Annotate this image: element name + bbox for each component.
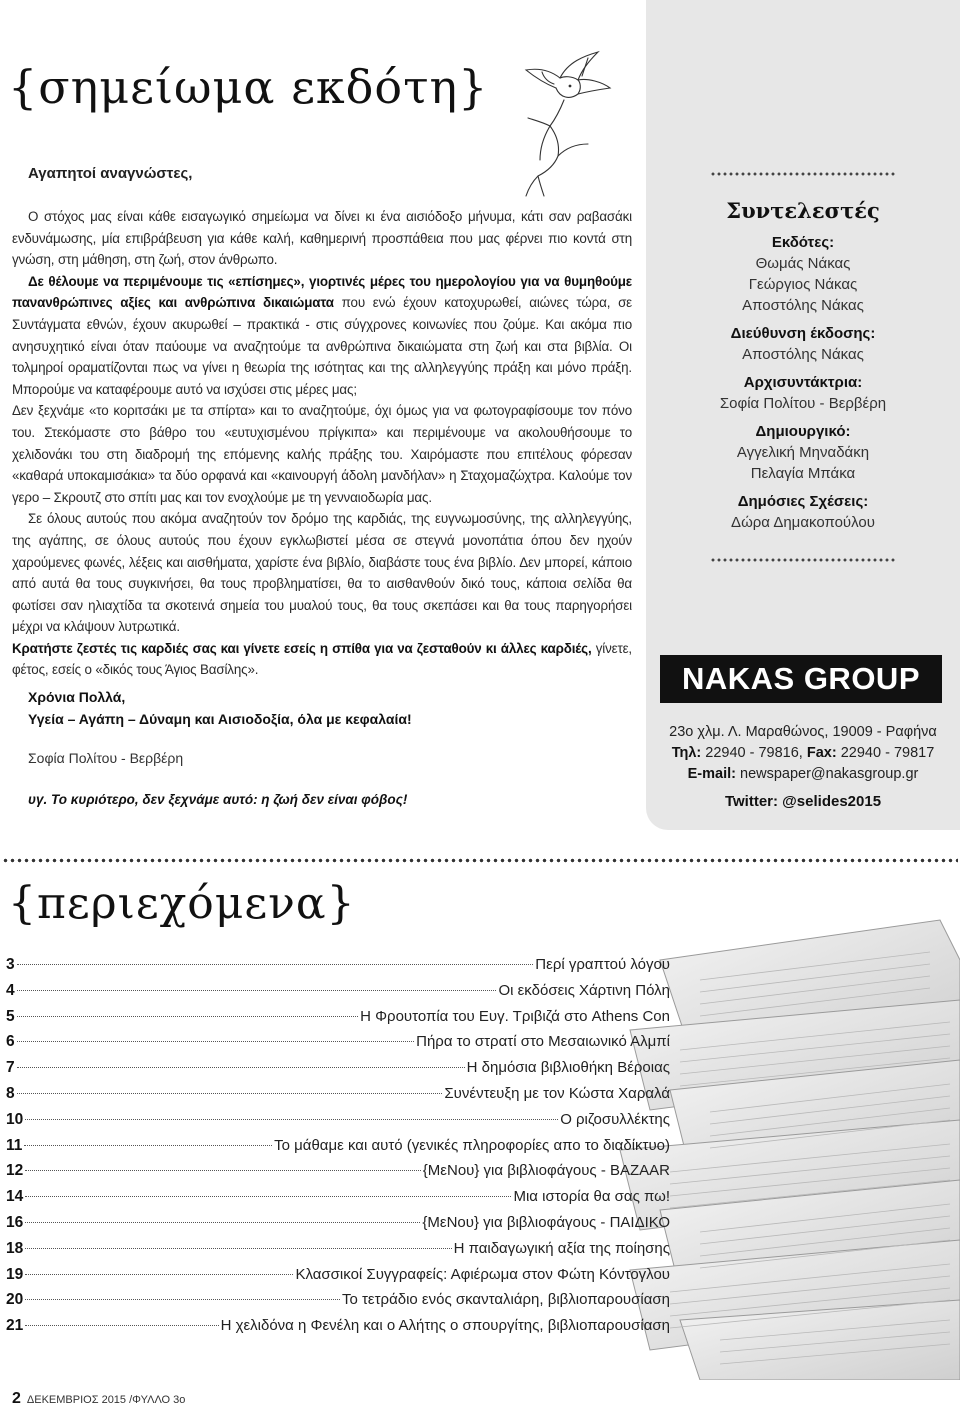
contents-item-label: Περί γραπτού λόγου [535, 956, 670, 973]
contents-page-number: 4 [6, 981, 15, 999]
contents-page-number: 11 [6, 1136, 23, 1154]
section-divider [2, 858, 958, 863]
leader-dots [17, 990, 497, 991]
address: 23ο χλμ. Λ. Μαραθώνος, 19009 - Ραφήνα [669, 724, 937, 740]
contents-page-number: 12 [6, 1162, 24, 1180]
contents-item[interactable] [6, 1111, 670, 1137]
leader-dots [25, 1325, 218, 1326]
contents-title: {περιεχόμενα} [8, 878, 356, 929]
credit-role: Δημιουργικό: [755, 423, 851, 440]
contents-item-label: Μια ιστορία θα σας πω! [513, 1188, 670, 1206]
signature: Σοφία Πολίτου - Βερβέρη [28, 750, 184, 766]
contact-info [646, 722, 960, 785]
contents-page-number: 14 [6, 1188, 24, 1206]
contents-item-label: Η Φρουτοπία του Ευγ. Τριβιζά στο Athens Con [360, 1007, 670, 1025]
editorial-title: {σημείωμα εκδότη} [8, 60, 489, 114]
nakas-group-logo: NAKAS GROUP [660, 655, 942, 703]
twitter-handle[interactable]: Twitter: @selides2015 [724, 793, 882, 810]
greeting: Αγαπητοί αναγνώστες, [28, 165, 193, 182]
contents-item-label: Πήρα το στρατί στο Μεσαιωνικό Αλμπί [416, 1033, 670, 1051]
contents-item[interactable] [6, 1317, 670, 1343]
contents-item-label: Κλασσικοί Συγγραφείς: Αφιέρωμα στον Φώτη Κόντογλου [295, 1265, 670, 1283]
editorial-paragraph: Δεν ξεχνάμε «το κοριτσάκι με τα σπίρτα» και το αναζητούμε, όχι όμως για να φωτογραφίσουμε τον πόνο του. Στεκόμαστε στο βάθρο του «ευτυχισμένου πρίγκιπα» και περιμένουμε να ακολουθήσουμε το χελιδονάκι του στη διαδρομή της επόμενης καλής πράξης του. Χαιρόμαστε που επιτέλους φόρεσαν «καθαρά υποκαμισάκια» τα δύο ορφανά και «καινουργή άδολη μανδήλαν» η Σταχομαζώχτρα. Καλούμε τον γερο – Σκρουτζ στο σπίτι μας και τον ενοχλούμε με τη γενναιοδωρία μας. [12, 403, 632, 505]
leader-dots [17, 964, 534, 965]
leader-dots [17, 1067, 465, 1068]
credit-name: Γεώργιος Νάκας [748, 276, 858, 293]
contents-item-label: Η δημόσια βιβλιοθήκη Βέροιας [466, 1059, 670, 1077]
leader-dots [17, 1041, 414, 1042]
editorial-body [12, 206, 632, 681]
divider [710, 172, 896, 176]
leader-dots [17, 1016, 358, 1017]
contents-page-number: 7 [6, 1059, 15, 1077]
phone-fax: Τηλ: 22940 - 79816, Fax: 22940 - 79817 [671, 745, 935, 761]
contents-item[interactable] [6, 1240, 670, 1266]
credit-role: Εκδότες: [771, 234, 835, 251]
contents-page-number: 6 [6, 1033, 15, 1051]
contents-page-number: 10 [6, 1110, 24, 1128]
issue-info: ΔΕΚΕΜΒΡΙΟΣ 2015 /ΦΥΛΛΟ 3ο [26, 1394, 186, 1406]
contents-page-number: 19 [6, 1265, 24, 1283]
contents-item[interactable] [6, 1214, 670, 1240]
contents-item-label: Η χελιδόνα η Φενέλη και ο Αλήτης ο σπουργίτης, βιβλιοπαρουσίαση [220, 1317, 670, 1335]
contents-item[interactable] [6, 956, 670, 982]
contents-item[interactable] [6, 1033, 670, 1059]
credit-name: Αποστόλης Νάκας [742, 346, 864, 363]
postscript: υγ. Το κυριότερο, δεν ξεχνάμε αυτό: η ζωή δεν είναι φόβος! [28, 792, 408, 807]
contents-item[interactable] [6, 1059, 670, 1085]
leader-dots [25, 1299, 340, 1300]
contents-page-number: 21 [6, 1317, 24, 1335]
credit-name: Αγγελική Μηναδάκη [736, 444, 870, 461]
contents-page-number: 8 [6, 1084, 15, 1102]
contents-item-label: Η παιδαγωγική αξία της ποίησης [453, 1239, 670, 1257]
leader-dots [25, 1222, 420, 1223]
divider [710, 558, 896, 562]
leader-dots [17, 1093, 443, 1094]
page-footer [12, 1390, 185, 1408]
contents-item-label: Ο ριζοσυλλέκτης [560, 1110, 670, 1128]
holiday-wishes: Χρόνια Πολλά, Υγεία – Αγάπη – Δύναμη και Αισιοδοξία, όλα με κεφαλαία! [28, 689, 412, 727]
leader-dots [24, 1145, 272, 1146]
contents-item-label: Συνέντευξη με τον Κώστα Χαραλά [444, 1084, 670, 1102]
credit-name: Θωμάς Νάκας [755, 255, 851, 272]
contents-item[interactable] [6, 1085, 670, 1111]
credit-name: Δώρα Δημακοπούλου [731, 514, 875, 531]
contents-item[interactable] [6, 982, 670, 1008]
editorial-paragraph: Ο στόχος μας είναι κάθε εισαγωγικό σημείωμα να δίνει κι ένα αισιόδοξο μήνυμα, κάτι σαν ραβασάκι ενδυνάμωσης, μία επιβράβευση για κάθε καλή, καθημερινή προσπάθεια που μας φέρνει πιο κοντά στη γνώση, στη μάθηση, στη ζωή, στον άνθρωπο. [12, 209, 632, 268]
credit-name: Πελαγία Μπάκα [750, 465, 856, 482]
editorial-paragraph: Σε όλους αυτούς που ακόμα αναζητούν τον δρόμο της καρδιάς, της ευγνωμοσύνης, της αλληλεγγύης, της αγάπης, σε όλους αυτούς που έχουν εγκλωβιστεί μέσα σε στεγνά μονοπάτια όπου δεν ηχούν χαρούμενες φωνές, λέξεις και αισθήματα, χαρίστε ένα βιβλίο, διαβάστε τους ένα βιβλίο. Δεν μπορεί, κάποιο από αυτά θα τους συγκινήσει, θα τους προβληματίσει, θα το αισθανθούν δικό τους, κάποια σελίδα θα φωτίσει σαν ηλιαχτίδα τα σκοτεινά σημεία του μυαλού τους, θα τους σκεπάσει και θα τους παρηγορήσει μέχρι να κλάψουν λυτρωτικά. [12, 511, 632, 635]
credits-list [646, 232, 960, 533]
contents-list [6, 956, 670, 1343]
contributors-title: Συντελεστές [726, 198, 880, 223]
contents-item-label: Το τετράδιο ενός σκανταλιάρη, βιβλιοπαρουσίαση [341, 1291, 670, 1309]
contents-item[interactable] [6, 1291, 670, 1317]
credit-name: Σοφία Πολίτου - Βερβέρη [719, 395, 887, 412]
contents-page-number: 16 [6, 1213, 24, 1231]
credit-role: Διεύθυνση έκδοσης: [730, 325, 876, 342]
dove-illustration-icon [498, 48, 616, 198]
credit-role: Αρχισυντάκτρια: [743, 374, 863, 391]
contents-item[interactable] [6, 1137, 670, 1163]
contents-item[interactable] [6, 1188, 670, 1214]
editorial-paragraph: Δε θέλουμε να περιμένουμε τις «επίσημες», γιορτινές μέρες του ημερολογίου για να θυμηθούμε πανανθρώπινες αξίες και ανθρώπινα δικαιώματα που ενώ έχουν κατοχυρωθεί, αιώνες τώρα, σε Συντάγματα εθνών, έχουν ακυρωθεί – πρακτικά - στις σύγχρονες κοινωνίες που ζούμε. Και ακόμα πιο ανησυχητικό είναι όταν παύουμε να αναζητούμε τα ανθρώπινα δικαιώματα στη ζωή και στα βιβλία. Οι τολμηροί οραματίζονται πως να γίνει η θεωρία της ισότητας και της αλληλεγγύης πράξη και μόνο πράξη. Μπορούμε να καταφέρουμε αυτό να ισχύσει στις μέρες μας; [12, 273, 632, 397]
contents-item-label: {ΜεΝου} για βιβλιοφάγους - BAZAAR [422, 1162, 670, 1180]
contents-item-label: {ΜεΝου} για βιβλιοφάγους - ΠΑΙΔΙΚΟ [422, 1213, 670, 1231]
leader-dots [25, 1170, 421, 1171]
contents-item[interactable] [6, 1162, 670, 1188]
contents-item-label: Οι εκδόσεις Χάρτινη Πόλη [498, 981, 670, 999]
leader-dots [25, 1248, 451, 1249]
leader-dots [25, 1119, 558, 1120]
credit-name: Αποστόλης Νάκας [742, 297, 864, 314]
editorial-paragraph: Κρατήστε ζεστές τις καρδιές σας και γίνετε εσείς η σπίθα για να ζεσταθούν κι άλλες καρδιές, γίνετε, φέτος, εσείς ο «δικός τους Άγιος Βασίλης». [12, 640, 632, 678]
contents-page-number: 5 [6, 1007, 15, 1025]
email[interactable]: E-mail: newspaper@nakasgroup.gr [687, 766, 919, 782]
page-number: 2 [12, 1390, 21, 1407]
contents-item[interactable] [6, 1266, 670, 1292]
contents-page-number: 20 [6, 1291, 24, 1309]
contents-item-label: Το μάθαμε και αυτό (γενικές πληροφορίες απο το διαδίκτυο) [274, 1136, 670, 1154]
leader-dots [25, 1196, 511, 1197]
contents-page-number: 18 [6, 1239, 24, 1257]
leader-dots [25, 1274, 293, 1275]
contents-page-number: 3 [6, 956, 15, 973]
credit-role: Δημόσιες Σχέσεις: [737, 493, 869, 510]
contents-item[interactable] [6, 1008, 670, 1034]
